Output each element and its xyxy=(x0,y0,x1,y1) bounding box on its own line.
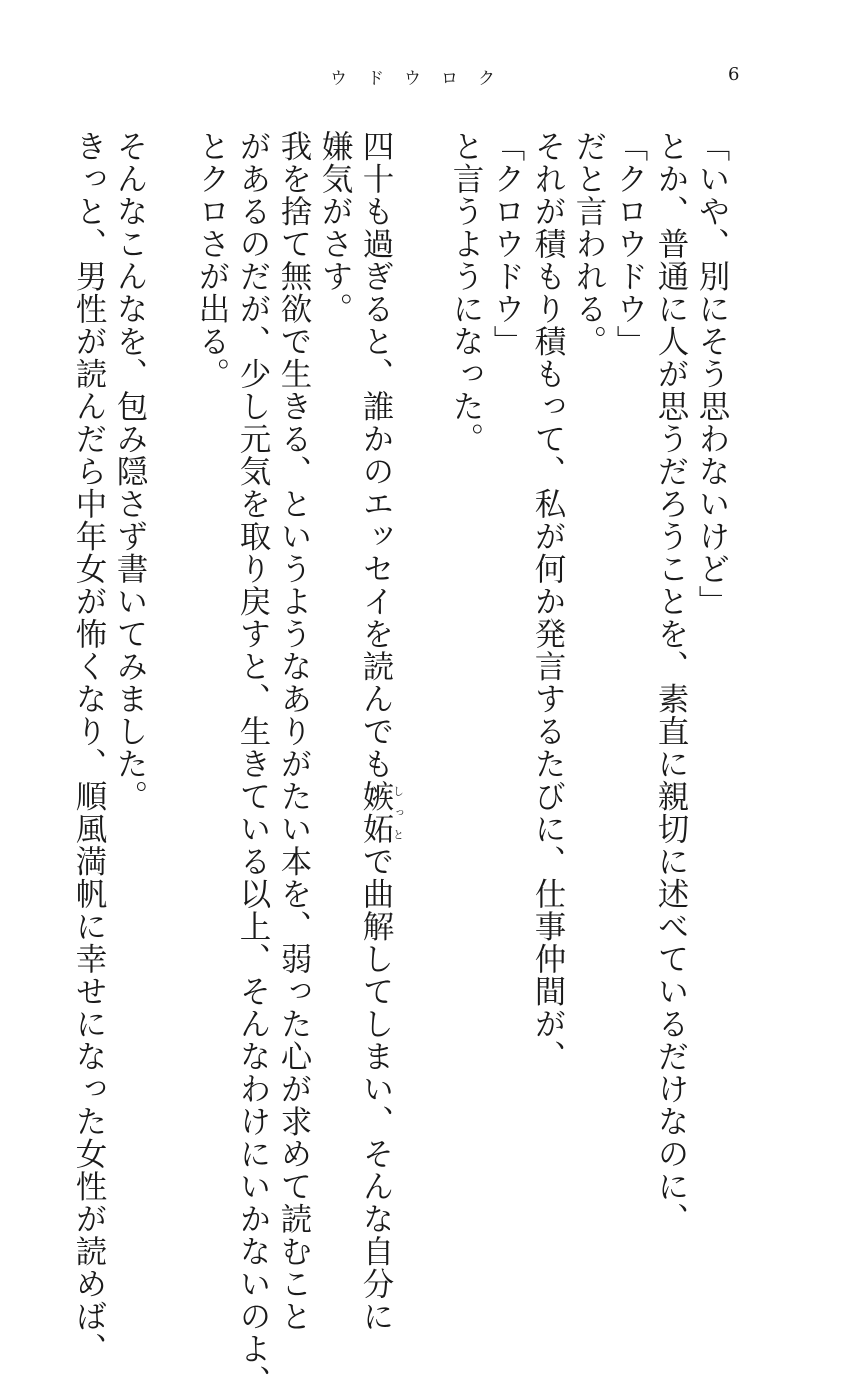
text-line: があるのだが、少し元気を取り戻すと、生きている以上、そんなわけにいかないのよ、 xyxy=(235,130,271,1398)
text-line: 嫌気がさす。 xyxy=(317,130,353,325)
ruby-reading: しっと xyxy=(391,780,405,845)
text-line: それが積もり積もって、私が何か発言するたびに、仕事仲間が、 xyxy=(530,130,566,1073)
text-line: とか、普通に人が思うだろうことを、素直に親切に述べているだけなのに、 xyxy=(653,130,689,1235)
text-line: そんなこんなを、包み隠さず書いてみました。 xyxy=(112,130,148,813)
ruby-base: 嫉妬 xyxy=(358,780,394,845)
paragraph-gap xyxy=(404,130,445,1130)
paragraph-gap xyxy=(150,130,191,1130)
running-header-title: ウドウロク xyxy=(330,69,515,89)
text-line: と言うようになった。 xyxy=(448,130,484,455)
page-number: 6 xyxy=(728,64,740,85)
text-line: 「クロウドウ」 xyxy=(612,130,648,358)
text-segment: 四十も過ぎると、誰かのエッセイを読んでも xyxy=(358,130,394,780)
text-line: 「クロウドウ」 xyxy=(489,130,525,358)
text-line: とクロさが出る。 xyxy=(194,130,230,390)
text-line: 我を捨て無欲で生きる、というようなありがたい本を、弱った心が求めて読むこと xyxy=(276,130,312,1333)
ruby-word xyxy=(358,780,405,845)
vertical-body-text xyxy=(71,130,732,1398)
text-segment: で曲解してしまい、そんな自分に xyxy=(358,845,394,1333)
text-line: 「いや、別にそう思わないけど」 xyxy=(694,130,730,618)
text-line: きっと、男性が読んだら中年女が怖くなり、順風満帆に幸せになった女性が読めば、 xyxy=(71,130,107,1365)
text-line: だと言われる。 xyxy=(571,130,607,358)
text-line-with-ruby xyxy=(355,130,405,1333)
